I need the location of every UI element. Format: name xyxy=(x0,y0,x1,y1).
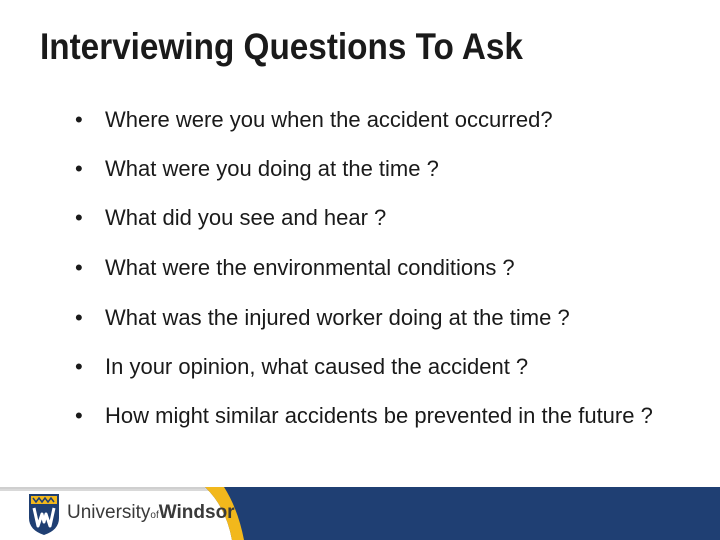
bullet-icon: • xyxy=(75,205,83,230)
bullet-icon: • xyxy=(75,305,83,330)
shield-logo-icon xyxy=(28,492,60,536)
bullet-icon: • xyxy=(75,354,83,379)
bullet-text: What did you see and hear ? xyxy=(105,205,387,230)
slide-title: Interviewing Questions To Ask xyxy=(40,26,523,67)
bullet-text: Where were you when the accident occurred? xyxy=(105,107,553,132)
bullet-text: How might similar accidents be prevented in the future ? xyxy=(105,403,653,428)
logo-word-windsor: Windsor xyxy=(158,502,235,523)
bullet-text: What were you doing at the time ? xyxy=(105,156,439,181)
bullet-text: In your opinion, what caused the accident ? xyxy=(105,354,529,379)
bullet-text: What were the environmental conditions ? xyxy=(105,255,515,280)
bullet-text: What was the injured worker doing at the time ? xyxy=(105,305,570,330)
bullet-icon: • xyxy=(75,255,83,280)
bullet-icon: • xyxy=(75,403,83,428)
university-logo-text xyxy=(67,502,235,524)
bullet-icon: • xyxy=(75,156,83,181)
logo-word-of: of xyxy=(150,510,159,521)
bullet-icon: • xyxy=(75,107,83,132)
logo-word-university: University xyxy=(67,502,151,523)
